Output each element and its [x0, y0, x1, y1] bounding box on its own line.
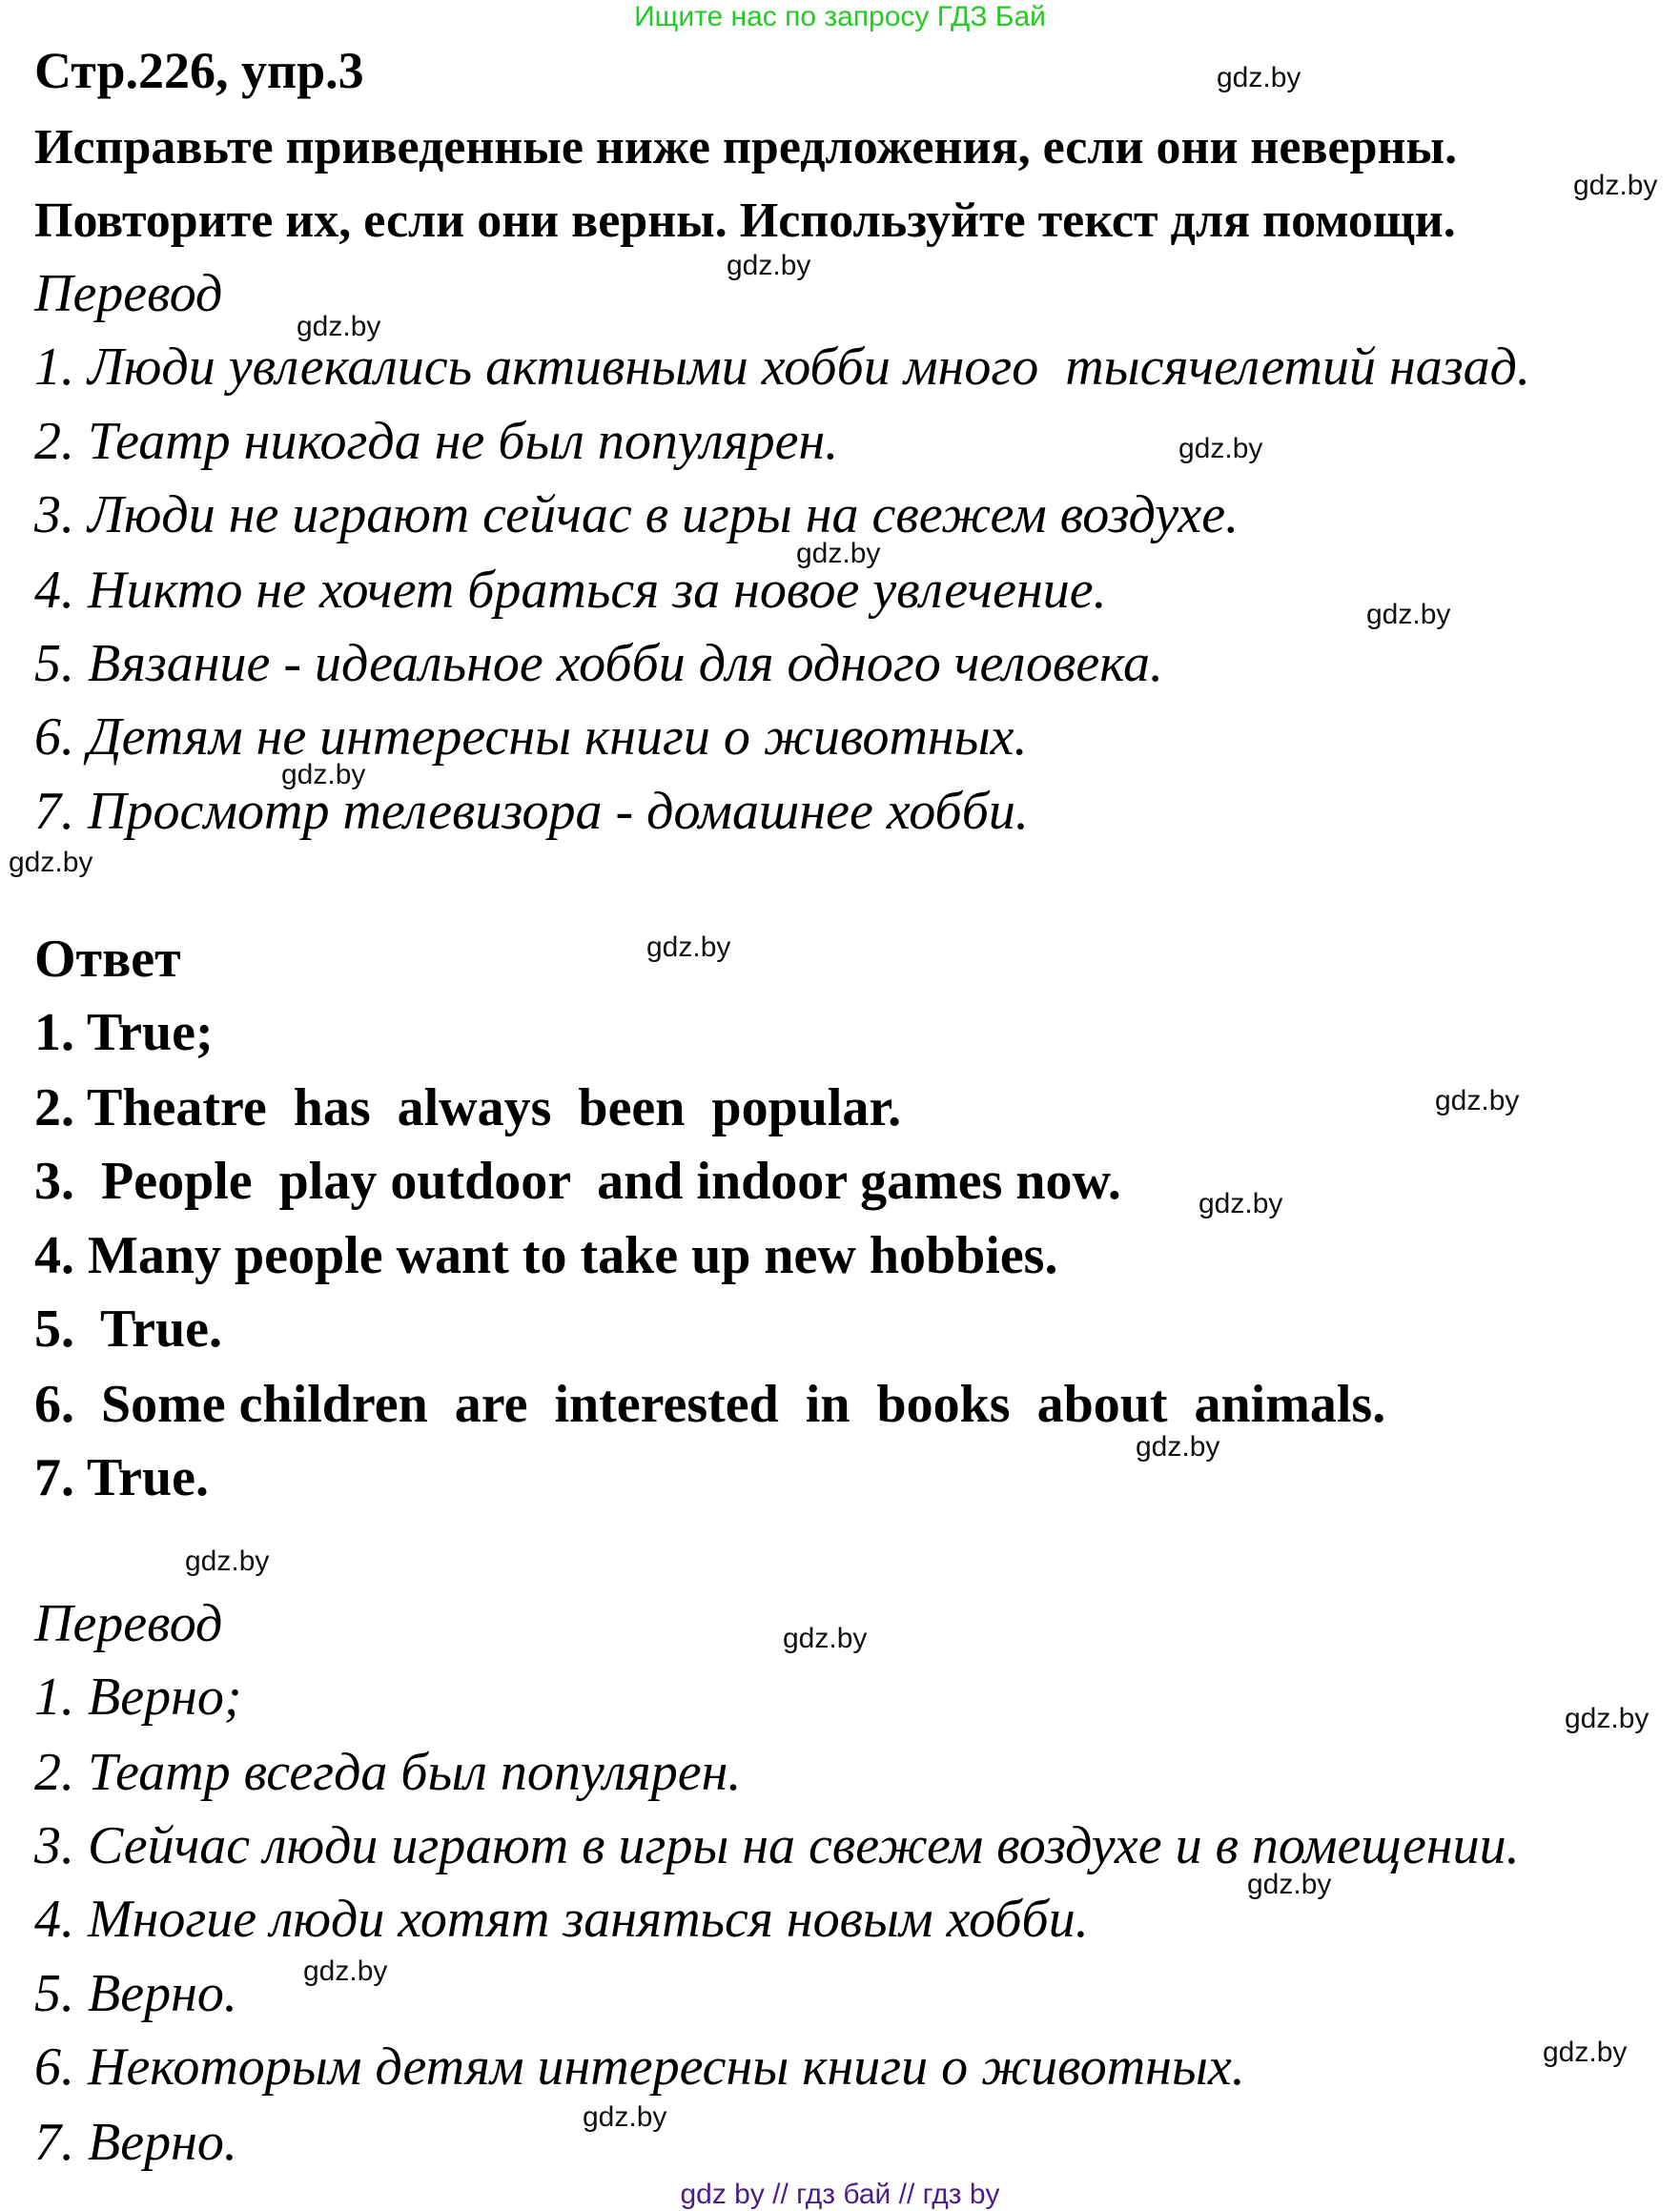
answer-heading: Ответ: [34, 930, 181, 989]
answer-item: 3. People play outdoor and indoor games now.: [34, 1152, 1121, 1211]
task-translation-item: 3. Люди не играют сейчас в игры на свежем воздухе.: [34, 485, 1240, 544]
answer-translation-item: 4. Многие люди хотят заняться новым хобби.: [34, 1890, 1089, 1949]
watermark: gdz.by: [646, 931, 731, 963]
watermark: gdz.by: [1573, 170, 1658, 201]
task-translation-item: 1. Люди увлекались активными хобби много тысячелетий назад.: [34, 338, 1530, 397]
watermark: gdz.by: [1217, 62, 1301, 93]
answer-translation-item: 5. Верно.: [34, 1964, 237, 2023]
instruction-line-1: Исправьте приведенные ниже предложения, если они неверны.: [34, 120, 1458, 174]
answer-item: 7. True.: [34, 1448, 210, 1507]
answer-item: 1. True;: [34, 1003, 214, 1062]
answer-translation-item: 7. Верно.: [34, 2113, 237, 2172]
answer-item: 5. True.: [34, 1300, 223, 1359]
watermark: gdz.by: [1543, 2037, 1628, 2068]
watermark: gdz.by: [727, 250, 811, 281]
watermark: gdz.by: [783, 1623, 868, 1654]
answer-item: 4. Many people want to take up new hobbies.: [34, 1226, 1058, 1285]
watermark: gdz.by: [1435, 1085, 1520, 1116]
watermark: gdz.by: [9, 847, 93, 878]
answer-item: 2. Theatre has always been popular.: [34, 1078, 902, 1137]
watermark: gdz.by: [281, 759, 366, 790]
answer-translation-item: 6. Некоторым детям интересны книги о животных.: [34, 2037, 1245, 2097]
task-translation-item: 7. Просмотр телевизора - домашнее хобби.: [34, 782, 1029, 841]
watermark: gdz.by: [1565, 1703, 1649, 1734]
watermark: gdz.by: [303, 1955, 388, 1987]
watermark: gdz.by: [796, 538, 881, 569]
task-translation-heading: Перевод: [34, 264, 223, 323]
answer-translation-item: 2. Театр всегда был популярен.: [34, 1743, 742, 1802]
watermark: gdz.by: [1366, 599, 1451, 630]
answer-translation-item: 3. Сейчас люди играют в игры на свежем воздухе и в помещении.: [34, 1816, 1520, 1875]
task-translation-item: 5. Вязание - идеальное хобби для одного человека.: [34, 634, 1164, 693]
watermark: gdz.by: [297, 311, 381, 342]
task-translation-item: 6. Детям не интересны книги о животных.: [34, 707, 1028, 767]
answer-translation-item: 1. Верно;: [34, 1668, 242, 1727]
task-translation-item: 2. Театр никогда не был популярен.: [34, 412, 839, 471]
watermark: gdz.by: [1247, 1869, 1332, 1900]
answer-translation-heading: Перевод: [34, 1594, 223, 1653]
footer-links[interactable]: gdz by // гдз бай // гдз by: [680, 2179, 1000, 2210]
answer-item: 6. Some children are interested in books about animals.: [34, 1375, 1386, 1434]
watermark: gdz.by: [185, 1546, 270, 1577]
watermark: gdz.by: [1178, 433, 1263, 464]
watermark: gdz.by: [1136, 1431, 1220, 1463]
search-banner: Ищите нас по запросу ГДЗ Бай: [634, 1, 1046, 32]
task-translation-item: 4. Никто не хочет браться за новое увлечение.: [34, 561, 1107, 620]
watermark: gdz.by: [583, 2101, 667, 2133]
page-title: Стр.226, упр.3: [34, 42, 364, 99]
watermark: gdz.by: [1199, 1188, 1283, 1219]
instruction-line-2: Повторите их, если они верны. Используйте текст для помощи.: [34, 194, 1456, 248]
